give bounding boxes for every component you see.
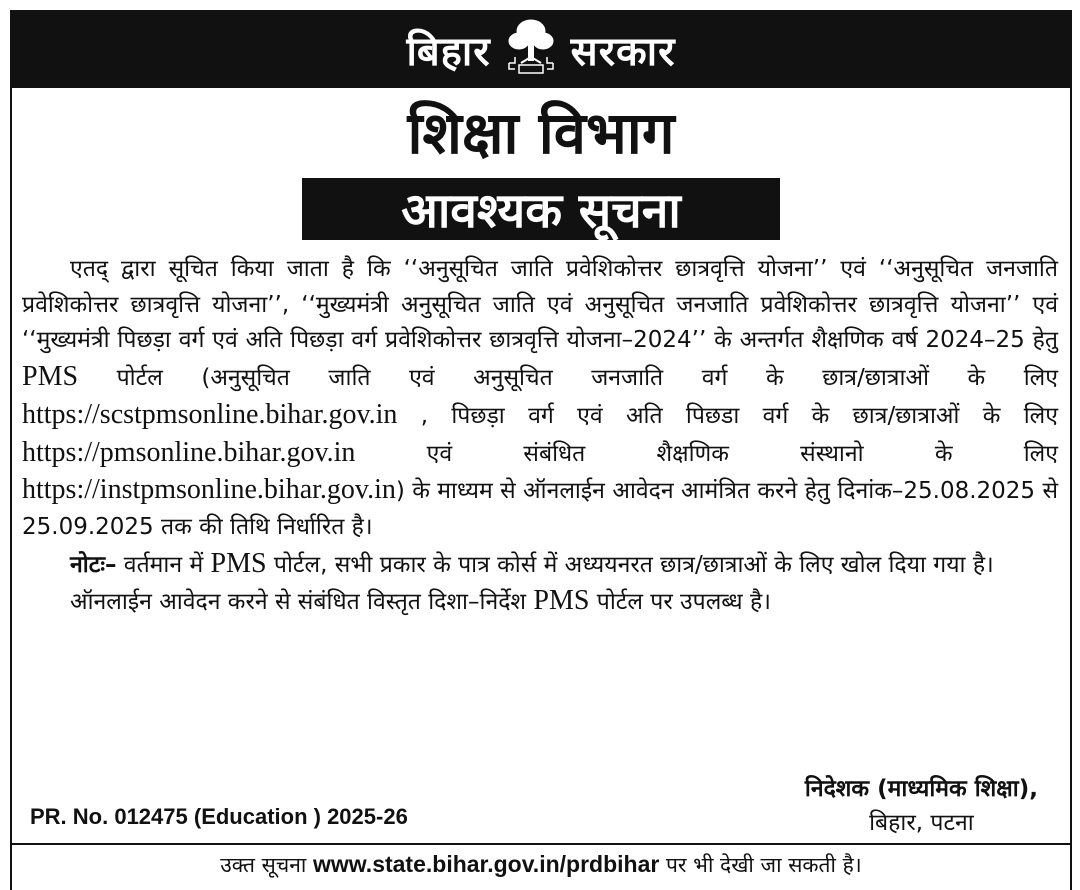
institution-portal-link[interactable]: https://instpmsonline.bihar.gov.in xyxy=(22,474,396,506)
guidelines-paragraph xyxy=(22,583,1058,621)
bodhi-tree-emblem-icon xyxy=(505,17,557,81)
pms-term: PMS xyxy=(210,547,267,579)
signatory-block xyxy=(805,772,1038,840)
header-right-word: सरकार xyxy=(570,28,676,75)
footer-divider xyxy=(10,843,1072,845)
note-paragraph xyxy=(22,546,1058,584)
paragraph-text: ऑनलाईन आवेदन करने से संबंधित विस्तृत दिशा–निर्देश xyxy=(70,589,534,616)
footer-prefix: उक्त सूचना xyxy=(220,853,313,877)
signatory-place: बिहार, पटना xyxy=(869,810,974,836)
paragraph-text: पोर्टल (अनुसूचित जाति एवं अनुसूचित जनजाति वर्ग के छात्र/छात्राओं के लिए xyxy=(78,365,1058,392)
pms-term: PMS xyxy=(22,361,79,393)
government-header-bar xyxy=(10,10,1072,88)
paragraph-text: पोर्टल, सभी प्रकार के पात्र कोर्स में अध्ययनरत छात्र/छात्राओं के लिए खोल दिया गया है। xyxy=(266,551,994,578)
paragraph-text: एवं संबंधित शैक्षणिक संस्थानो के लिए xyxy=(355,440,1058,467)
footer-note xyxy=(10,849,1072,880)
paragraph-text: , पिछड़ा वर्ग एवं अति पिछडा वर्ग के छात्र/छात्राओं के लिए xyxy=(397,402,1058,429)
bc-ebc-portal-link[interactable]: https://pmsonline.bihar.gov.in xyxy=(22,436,356,468)
signatory-title: निदेशक (माध्यमिक शिक्षा), xyxy=(804,776,1038,802)
pms-term: PMS xyxy=(533,585,590,617)
notice-paragraph-main xyxy=(22,252,1058,546)
footer-suffix: पर भी देखी जा सकती है। xyxy=(659,853,862,877)
scst-portal-link[interactable]: https://scstpmsonline.bihar.gov.in xyxy=(22,398,398,430)
pr-number: PR. No. 012475 (Education ) 2025-26 xyxy=(30,804,408,829)
paragraph-text: ) के माध्यम से ऑनलाईन आवेदन आमंत्रित करने हेतु दिनांक–25.08.2025 से 25.09.2025 तक की तिथि निर्धारित है। xyxy=(22,478,1058,540)
paragraph-text: पोर्टल पर उपलब्ध है। xyxy=(589,589,771,616)
notice-title: आवश्यक सूचना xyxy=(401,182,681,239)
paragraph-text: एतद् द्वारा सूचित किया जाता है कि ‘‘अनुसूचित जाति प्रवेशिकोत्तर छात्रवृत्ति योजना’’ एवं ‘‘अनुसूचित जनजाति प्रवेशिकोत्तर छात्रवृत्ति योजना’’, ‘‘मुख्यमंत्री अनुसूचित जाति एवं अनुसूचित जनजाति प्रवेशिकोत्तर छात्रवृत्ति योजना’’ एवं ‘‘मुख्यमंत्री पिछड़ा वर्ग एवं अति पिछड़ा वर्ग प्रवेशिकोत्तर छात्रवृत्ति योजना–2024’’ के अन्तर्गत शैक्षणिक वर्ष 2024–25 हेतु xyxy=(22,256,1058,354)
department-title: शिक्षा विभाग xyxy=(407,99,675,167)
notice-title-box xyxy=(302,178,780,240)
paragraph-text: वर्तमान में xyxy=(116,551,211,578)
note-label: नोटः– xyxy=(70,551,117,578)
footer-website-link[interactable]: www.state.bihar.gov.in/prdbihar xyxy=(312,851,660,877)
header-left-word: बिहार xyxy=(406,28,491,75)
notice-body xyxy=(22,252,1058,621)
